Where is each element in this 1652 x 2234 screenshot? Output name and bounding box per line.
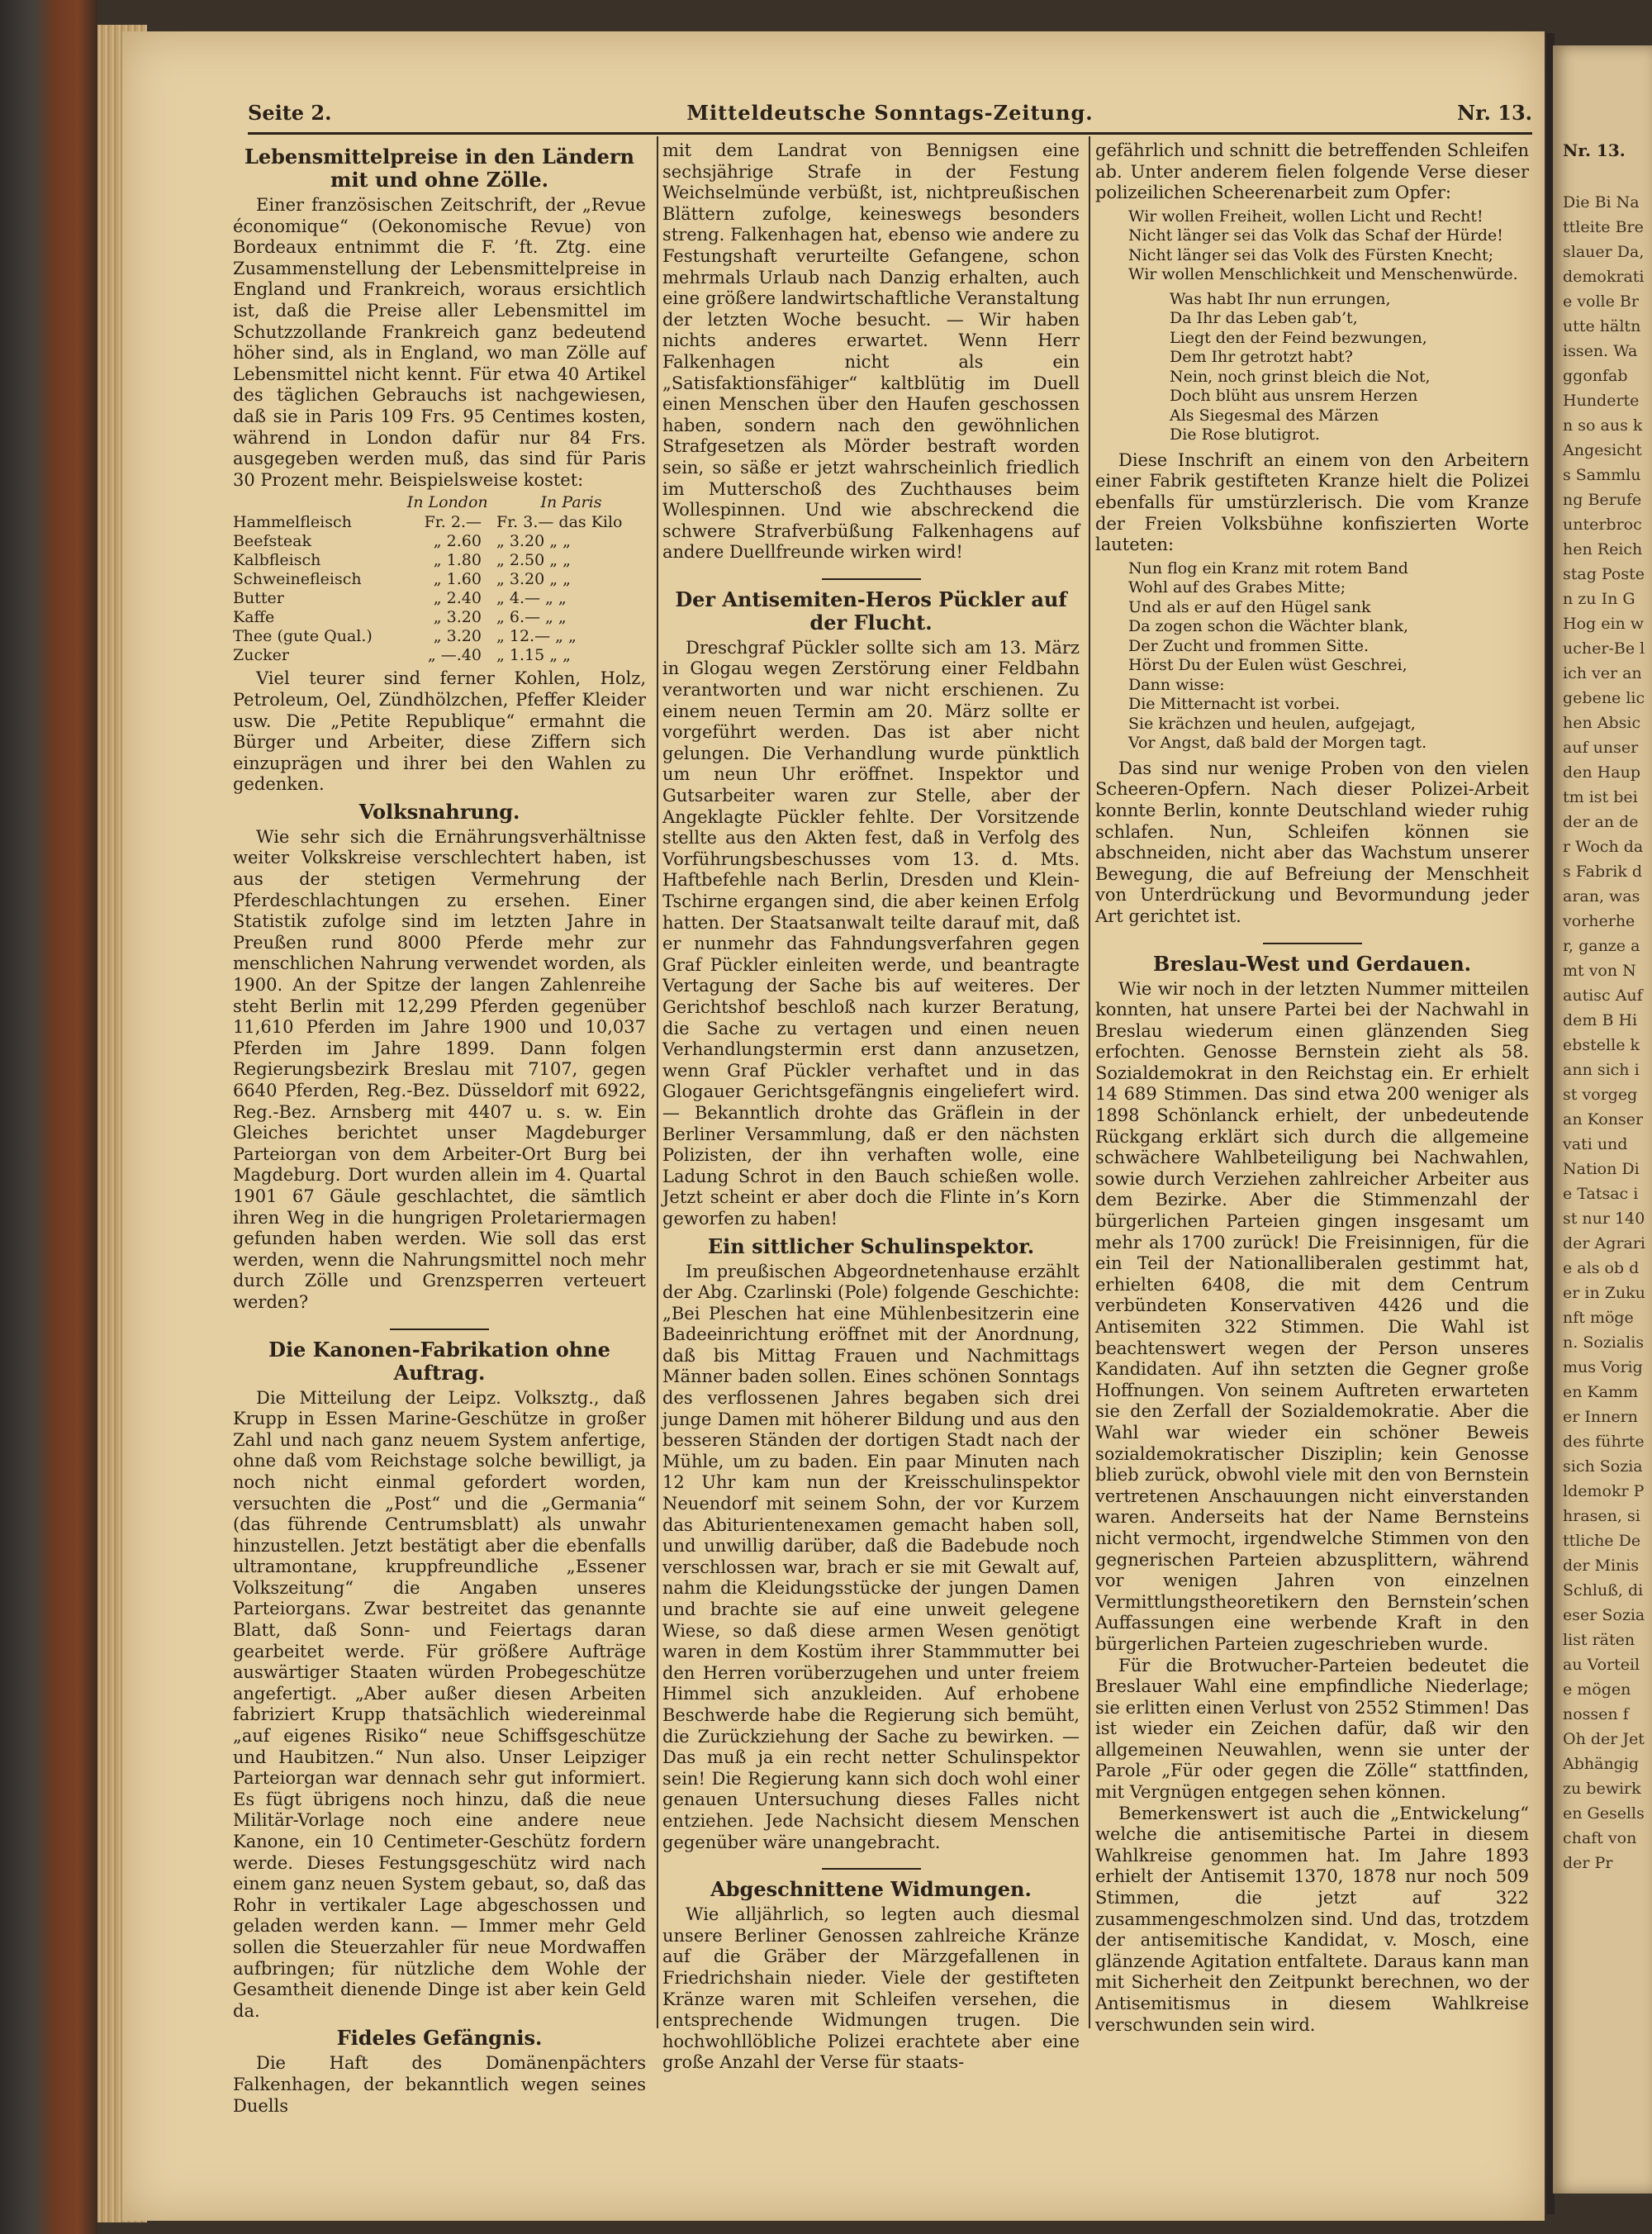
table-row [233,532,646,551]
column-rule-2 [1089,136,1090,2028]
article-separator [1263,943,1362,944]
headline-pueckler: Der Antisemiten-Heros Pückler auf der Flucht. [675,587,1067,635]
table-cell: „ 12.— „ „ [496,627,577,646]
table-cell: „ 3.20 [433,608,482,627]
article-breslau-p3: Bemerkenswert ist auch die „Entwickelung“ welche die antisemitische Partei in diesem Wahlkreise genommen hat. Im Jahre 1893 erhielt der Antisemit 1370, 1878 nur noch 509 Stimmen, die jetzt auf 322 zusammengeschmolzen sind. Und das, trotzdem der antisemitische Kandidat, v. Mosch, eine glänzende Agitation entfaltete. Daraus kann man mit Sicherheit den Zeitpunkt berechnen, wo der Antisemitismus in diesem Wahlkreise verschwunden sein wird. [1095,1803,1529,2035]
article-breslau-p2: Für die Brotwucher-Parteien bedeutet die Breslauer Wahl eine empfindliche Niederlage; sie erlitten einen Verlust von 2552 Stimmen! Das ist wieder ein Zeichen dafür, daß wir den allgemeinen Neuwahlen, wenn sie unter der Parole „Für oder gegen die Zölle“ stattfinden, mit Vergnügen entgegen sehen können. [1095,1655,1529,1803]
table-row [233,589,646,608]
issue-number: Nr. 13. [1457,101,1532,125]
verse-line: Und als er auf den Hügel sank [1128,597,1371,616]
table-cell: „ 2.40 [433,589,482,608]
headline-cannons: Die Kanonen-Fabrikation ohne Auftrag. [268,1337,610,1385]
verse-line: Sie krächzen und heulen, aufgejagt, [1128,714,1416,733]
verse-line: Was habt Ihr nun errungen, [1170,289,1391,308]
table-cell: „ —.40 [427,646,482,665]
verse-line: Liegt den der Feind bezwungen, [1170,328,1427,347]
article-food-prices-p2: Viel teurer sind ferner Kohlen, Holz, Petroleum, Oel, Zündhölzchen, Pfeffer Kleider usw. Die „Petite Republique“ ermahnt die Bürger und Arbeiter, diese Ziffern sich einzuprägen und ihrer bei den Wahlen zu gedenken. [233,668,646,795]
table-row [233,627,646,646]
headline-breslau: Breslau-West und Gerdauen. [1153,951,1471,976]
verse-block-1 [1095,207,1529,285]
header-rule [248,132,1532,135]
article-dedications-p3: Das sind nur wenige Proben von den vielen Scheeren-Opfern. Nach dieser Polizei-Arbeit konnte Berlin, konnte Deutschland wieder ruhig schlafen. Nun, Schleifen können sie abschneiden, nicht aber das Wachstum unserer Bewegung, die auf Befreiung der Menschheit von Unterdrückung und Bevormundung jeder Art gerichtet ist. [1095,758,1529,926]
column-rule-1 [657,136,658,2028]
column-3 [1095,140,1529,2036]
headline-dedications: Abgeschnittene Widmungen. [710,1877,1032,1902]
verse-line: Da Ihr das Leben gab’t, [1170,309,1358,328]
article-pueckler: Dreschgraf Pückler sollte sich am 13. März in Glogau wegen Zerstörung einer Feldbahn verantworten und war nicht erschienen. Zu einem neuen Termin am 20. März sollte er vorgeführt werden. Das ist aber nicht gelungen. Die Verhandlung wurde pünktlich um neun Uhr eröffnet. Inspektor und Gutsarbeiter waren zur Stelle, aber der Angeklagte Pückler fehlte. Der Vorsitzende stellte aus den Akten fest, daß in Verfolg des Vorführungsbeschusses vom 13. d. Mts. Haftbefehle nach Berlin, Dresden und Klein-Tschirne ergangen sind, die aber keinen Erfolg hatten. Der Staatsanwalt teilte darauf mit, daß er nunmehr das Fahndungsverfahren gegen Graf Pückler einleiten werde, und beantragte Vertagung der Sache bis auf weiteres. Der Gerichtshof beschloß nach kurzer Beratung, die Sache zu vertagen und einen neuen Verhandlungstermin erst dann anzusetzen, wenn Graf Pückler verhaftet und in das Glogauer Gerichtsgefängnis eingeliefert wird. — Bekanntlich drohte das Gräflein in der Berliner Versammlung, daß er den nächsten Polizisten, der ihn verhaften wolle, eine Ladung Schrot in den Bauch schießen wolle. Jetzt scheint er aber doch die Flinte in’s Korn geworfen zu haben! [662,637,1080,1229]
table-cell: Butter [233,589,284,608]
article-school-inspector: Im preußischen Abgeordnetenhause erzählt der Abg. Czarlinski (Pole) folgende Geschichte: „Bei Pleschen hat eine Mühlenbesitzerin eine Badeeinrichtung eröffnet mit der Anordnung, daß bis Mittag Frauen und Nachmittags Männer baden sollen. Eines schönen Sonntags des verflossenen Jahres begaben sich drei junge Damen mit höherer Bildung und aus den besseren Ständen der dortigen Stadt nach der Mühle, um zu baden. Ein paar Minuten nach 12 Uhr kam nun der Kreisschulinspektor Neuendorf mit seinem Sohn, der vor Kurzem das Abiturientenexamen gemacht haben soll, und unwillig darüber, daß die Badebude noch verschlossen war, brach er sie mit Gewalt auf, nahm die Kleidungsstücke der jungen Damen und brachte sie auf eine unweit gelegene Wiese, so daß diese armen Wesen genötigt waren in dem Kostüm ihrer Stammmutter bei den Herren vorüberzugehen und unter freiem Himmel sich anzukleiden. Auf erhobene Beschwerde habe die Regierung sich bemüht, die Zurückziehung der Sache zu bewirken. — Das muß ja ein recht netter Schulinspektor sein! Die Regierung kann sich doch wohl einer genauen Untersuchung dieses Falles nicht entziehen. Jede Nachsicht diesem Menschen gegenüber wäre unangebracht. [662,1261,1080,1852]
table-cell: Fr. 2.— [424,513,482,532]
article-separator [822,1868,921,1870]
table-cell: Schweinefleisch [233,570,362,589]
newspaper-title: Mitteldeutsche Sonntags-Zeitung. [686,101,1094,125]
table-row [233,646,646,665]
table-row [233,551,646,570]
adjacent-page-number: Nr. 13. [1563,140,1626,160]
table-header-item [233,492,398,513]
headline-nutrition: Volksnahrung. [358,799,520,824]
table-row [233,570,646,589]
table-cell: „ 2.50 „ „ [496,551,571,570]
verse-line: Dann wisse: [1128,675,1225,694]
verse-line: Nicht länger sei das Volk des Fürsten Knecht; [1128,245,1494,264]
table-row [233,513,646,532]
verse-line: Wohl auf des Grabes Mitte; [1128,578,1346,597]
table-cell: Kalbfleisch [233,551,321,570]
table-row [233,608,646,627]
book-cover-left [0,0,97,2234]
table-cell: „ 1.15 „ „ [496,646,571,665]
article-dedications-p2: Diese Inschrift an einem von den Arbeitern einer Fabrik gestifteten Kranze hielt die Polizei ebenfalls für umstürzlerisch. Die vom Kranze der Freien Volksbühne konfiszierten Worte lauteten: [1095,449,1529,555]
article-cannons: Die Mitteilung der Leipz. Volksztg., daß Krupp in Essen Marine-Geschütze in großer Zahl und nach ganz neuem System anfertige, ohne daß vom Reichstage solche bewilligt, ja noch nicht einmal gefordert worden, versuchten die „Post“ und die „Germania“ (das führende Centrumsblatt) als unwahr hinzustellen. Jetzt bestätigt aber die ebenfalls ultramontane, kruppfreundliche „Essener Volkszeitung“ die Angaben unseres Parteiorgans. Zwar bestreitet das genannte Blatt, daß Sonn- und Feiertags daran gearbeitet werde. Für größere Aufträge auswärtiger Staaten würden Probegeschütze angefertigt. „Aber außer diesen Arbeiten fabriziert Krupp thatsächlich wiedereinmal „auf eigenes Risiko“ neue Schiffsgeschütze und Haubitzen.“ Nun also. Unser Leipziger Parteiorgan war dennach sehr gut informiert. Es fügt übrigens noch hinzu, daß die neue Militär-Vorlage noch eine andere neue Kanone, ein 10 Centimeter-Geschütz fordern werde. Dieses Festungsgeschütz wird nach einem ganz neuen System gebaut, so, daß das Rohr in vertikaler Lage abgeschossen und geladen werden kann. — Immer mehr Geld sollen die Steuerzahler für neue Mordwaffen aufbringen; für nützliche dem Wohle der Gesamtheit dienende Dinge ist aber kein Geld da. [233,1387,646,2021]
verse-line: Als Siegesmal des Märzen [1170,406,1379,425]
page-header [248,101,1532,134]
article-prison-start: Die Haft des Domänenpächters Falkenhagen, der bekanntlich wegen seines Duells [233,2053,646,2116]
price-table [233,492,646,665]
table-header-paris: In Paris [540,493,602,512]
headline-school-inspector: Ein sittlicher Schulinspektor. [707,1233,1035,1258]
table-cell: „ 3.20 „ „ [496,570,571,589]
verse-line: Wir wollen Menschlichkeit und Menschenwürde. [1128,265,1518,284]
verse-line: Hörst Du der Eulen wüst Geschrei, [1128,656,1408,675]
table-cell: „ 1.80 [433,551,482,570]
article-prison-cont: mit dem Landrat von Bennigsen eine sechsjährige Strafe in der Festung Weichselmünde verbüßt, ist, nichtpreußischen Blättern zufolge, keineswegs besonders streng. Falkenhagen hat, ebenso wie andere zu Festungshaft verurteilte Gefangene, schon mehrmals Urlaub nach Danzig erhalten, auch eine größere landwirtschaftliche Veranstaltung der letzten Woche besucht. — Wir haben nichts anderes erwartet. Wenn Herr Falkenhagen nicht als ein „Satisfaktionsfähiger“ kaltblütig im Duell einen Menschen über den Haufen geschossen haben, sondern nach den gewöhnlichen Strafgesetzen als Mörder bestraft worden sein, so säße er jetzt wahrscheinlich friedlich im Mutterschoß des Zuchthauses beim Wollespinnen. Und wie abschreckend die schwere Strafverbüßung Falkenhagens auf andere Duellfreunde wirken wird! [662,140,1080,563]
table-cell: „ 3.20 „ „ [496,532,571,551]
table-cell: Thee (gute Qual.) [233,627,373,646]
adjacent-page-text: Die Bi Nattleite Breslauer Da, demokratie volle Brutte hältnissen. Waggonfab Hunderten so aus k Angesichts Sammlung Berufe unterbrochen Reichstag Posten zu In G Hog ein wucher-Be lich ver angebene lichen Absic auf unser den Hauptm ist bei der an der Woch das Fabrik daran, was vorherher, ganze amt von Nautisc Auf dem B Hiebstelle kann sich ist vorgegan Konservati und Nation Die Tatsac ist nur 140 der Agrarie als ob der in Zukunft mögen. Sozialismus Vorigen Kammer Innern des führte sich Sozialdemokr Phrasen, sittliche De der Minis Schluß, dieser Sozialist räten au Vorteile mögen nossen f Oh der Jet Abhängig zu bewirken Gesellschaft von der Pr [1563,193,1645,1872]
verse-block-2 [1095,290,1529,445]
table-cell: Beefsteak [233,532,311,551]
table-cell: „ 3.20 [433,627,482,646]
verse-block-3 [1095,559,1529,753]
verse-line: Doch blüht aus unsrem Herzen [1170,387,1418,406]
table-cell: Hammelfleisch [233,513,352,532]
verse-line: Dem Ihr getrotzt habt? [1170,348,1353,367]
table-cell: „ 1.60 [433,570,482,589]
price-table-header [233,492,646,513]
verse-line: Nein, noch grinst bleich die Not, [1170,367,1431,386]
adjacent-page [1553,45,1652,2194]
table-cell: Fr. 3.— das Kilo [496,513,623,532]
headline-food-prices: Lebensmittelpreise in den Ländern mit und ohne Zölle. [244,145,634,192]
verse-line: Da zogen schon die Wächter blank, [1128,617,1409,636]
table-cell: Kaffe [233,608,275,627]
verse-line: Nicht länger sei das Volk das Schaf der Hürde! [1128,226,1503,245]
article-breslau-p1: Wie wir noch in der letzten Nummer mitteilen konnten, hat unsere Partei bei der Nachwahl in Breslau wiederum einen glänzenden Sieg erfochten. Genosse Bernstein zieht als 58. Sozialdemokrat in den Reichstag ein. Er erhielt 14 689 Stimmen. Das sind etwa 200 weniger als 1898 Schönlanck erhielt, der unbedeutende Rückgang erklärt sich durch die allgemeine schwächere Wahlbeteiligung bei Nachwahlen, sowie durch Verziehen zahlreicher Arbeiter aus dem Bezirke. Aber die Stimmenzahl der bürgerlichen Parteien gingen insgesamt um mehr als 1700 zurück! Die Freisinnigen, für die ein Teil der Nationalliberalen gestimmt hat, erhielten 6408, die mit dem Centrum verbündeten Konservativen 4426 und die Antisemiten 322 Stimmen. Die Wahl ist beachtenswert wegen der Person unseres Kandidaten. Auf ihn setzten die Gegner große Hoffnungen. Von seinem Auftreten erwarteten sie den Zerfall der Sozialdemokratie. Aber die Wahl war wieder ein schöner Beweis sozialdemokratischer Disziplin; kein Genosse blieb zurück, obwohl viele mit den von Bernstein vertretenen Anschauungen nicht einverstanden waren. Anderseits hat der Name Bernsteins nicht vermocht, irgendwelche Stimmen von den gegnerischen Parteien abzusplittern, während vor wenigen Jahren von einzelnen Vermittlungstheoretikern den Bernstein’schen Auffassungen eine werbende Kraft in den bürgerlichen Parteien zugeschrieben wurde. [1095,978,1529,1654]
table-cell: Zucker [233,646,289,665]
verse-line: Wir wollen Freiheit, wollen Licht und Recht! [1128,207,1483,226]
article-dedications: Wie alljährlich, so legten auch diesmal unsere Berliner Genossen zahlreiche Kränze auf die Gräber der Märzgefallenen in Friedrichshain nieder. Viele der gestifteten Kränze waren mit Schleifen versehen, die entsprechende Widmungen trugen. Die hochwohllöbliche Polizei erachtete aber eine große Anzahl der Verse für staats- [662,1904,1080,2073]
page-number: Seite 2. [248,101,332,125]
article-nutrition: Wie sehr sich die Ernährungsverhältnisse weiter Volkskreise verschlechtert haben, ist aus der stetigen Vermehrung der Pferdeschlachtungen zu ersehen. Einer Statistik zufolge sind im letzten Jahre in Preußen rund 8000 Pferde mehr zur menschlichen Nahrung verwendet worden, als 1900. An der Spitze der langen Zahlenreihe steht Berlin mit 12,299 Pferden gegenüber 11,610 Pferden im Jahre 1900 und 10,037 Pferden im Jahre 1899. Dann folgen Regierungsbezirk Breslau mit 7107, gegen 6640 Pferden, Reg.-Bez. Düsseldorf mit 6922, Reg.-Bez. Arnsberg mit 4407 u. s. w. Ein Gleiches berichtet unser Magdeburger Parteiorgan von dem Arbeiter-Ort Burg bei Magdeburg. Dort wurden allein im 4. Quartal 1901 67 Gäule geschlachtet, die sämtlich ihren Weg in die hungrigen Proletariermagen gefunden haben werden. Wie soll das erst werden, wenn die Nahrungsmittel noch mehr durch Zölle und Grenzsperren verteuert werden? [233,826,646,1312]
table-cell: „ 6.— „ „ [496,608,567,627]
article-separator [822,578,921,580]
article-separator [390,1329,489,1330]
article-dedications-cont: gefährlich und schnitt die betreffenden Schleifen ab. Unter anderem fielen folgende Verse dieser polizeilichen Scheerenarbeit zum Opfer: [1095,140,1529,203]
column-1 [233,140,646,2117]
verse-line: Die Mitternacht ist vorbei. [1128,695,1341,714]
table-header-london: In London [406,493,488,512]
verse-line: Der Zucht und frommen Sitte. [1128,636,1370,655]
article-food-prices-p1: Einer französischen Zeitschrift, der „Revue économique“ (Oekonomische Revue) von Bordeaux entnimmt die F. ’ft. Ztg. eine Zusammenstellung der Lebensmittelpreise in England und Frankreich, woraus ersichtlich ist, daß die Preise aller Lebensmittel im Schutzzollande Frankreich ganz bedeutend höher sind, als in England, wo man Zölle auf Lebensmittel nicht kennt. Für etwa 40 Artikel des täglichen Gebrauchs ist nachgewiesen, daß sie in Paris 109 Frs. 95 Centimes kosten, während in London dafür nur 84 Frs. ausgegeben werden muß, das sind für Paris 30 Prozent mehr. Beispielsweise kostet: [233,195,646,490]
verse-line: Vor Angst, daß bald der Morgen tagt. [1128,734,1427,753]
table-cell: „ 2.60 [433,532,482,551]
column-2 [662,140,1080,2074]
headline-prison: Fideles Gefängnis. [336,2026,543,2051]
verse-line: Die Rose blutigrot. [1170,425,1320,444]
table-cell: „ 4.— „ „ [496,589,567,608]
verse-line: Nun flog ein Kranz mit rotem Band [1128,558,1408,578]
